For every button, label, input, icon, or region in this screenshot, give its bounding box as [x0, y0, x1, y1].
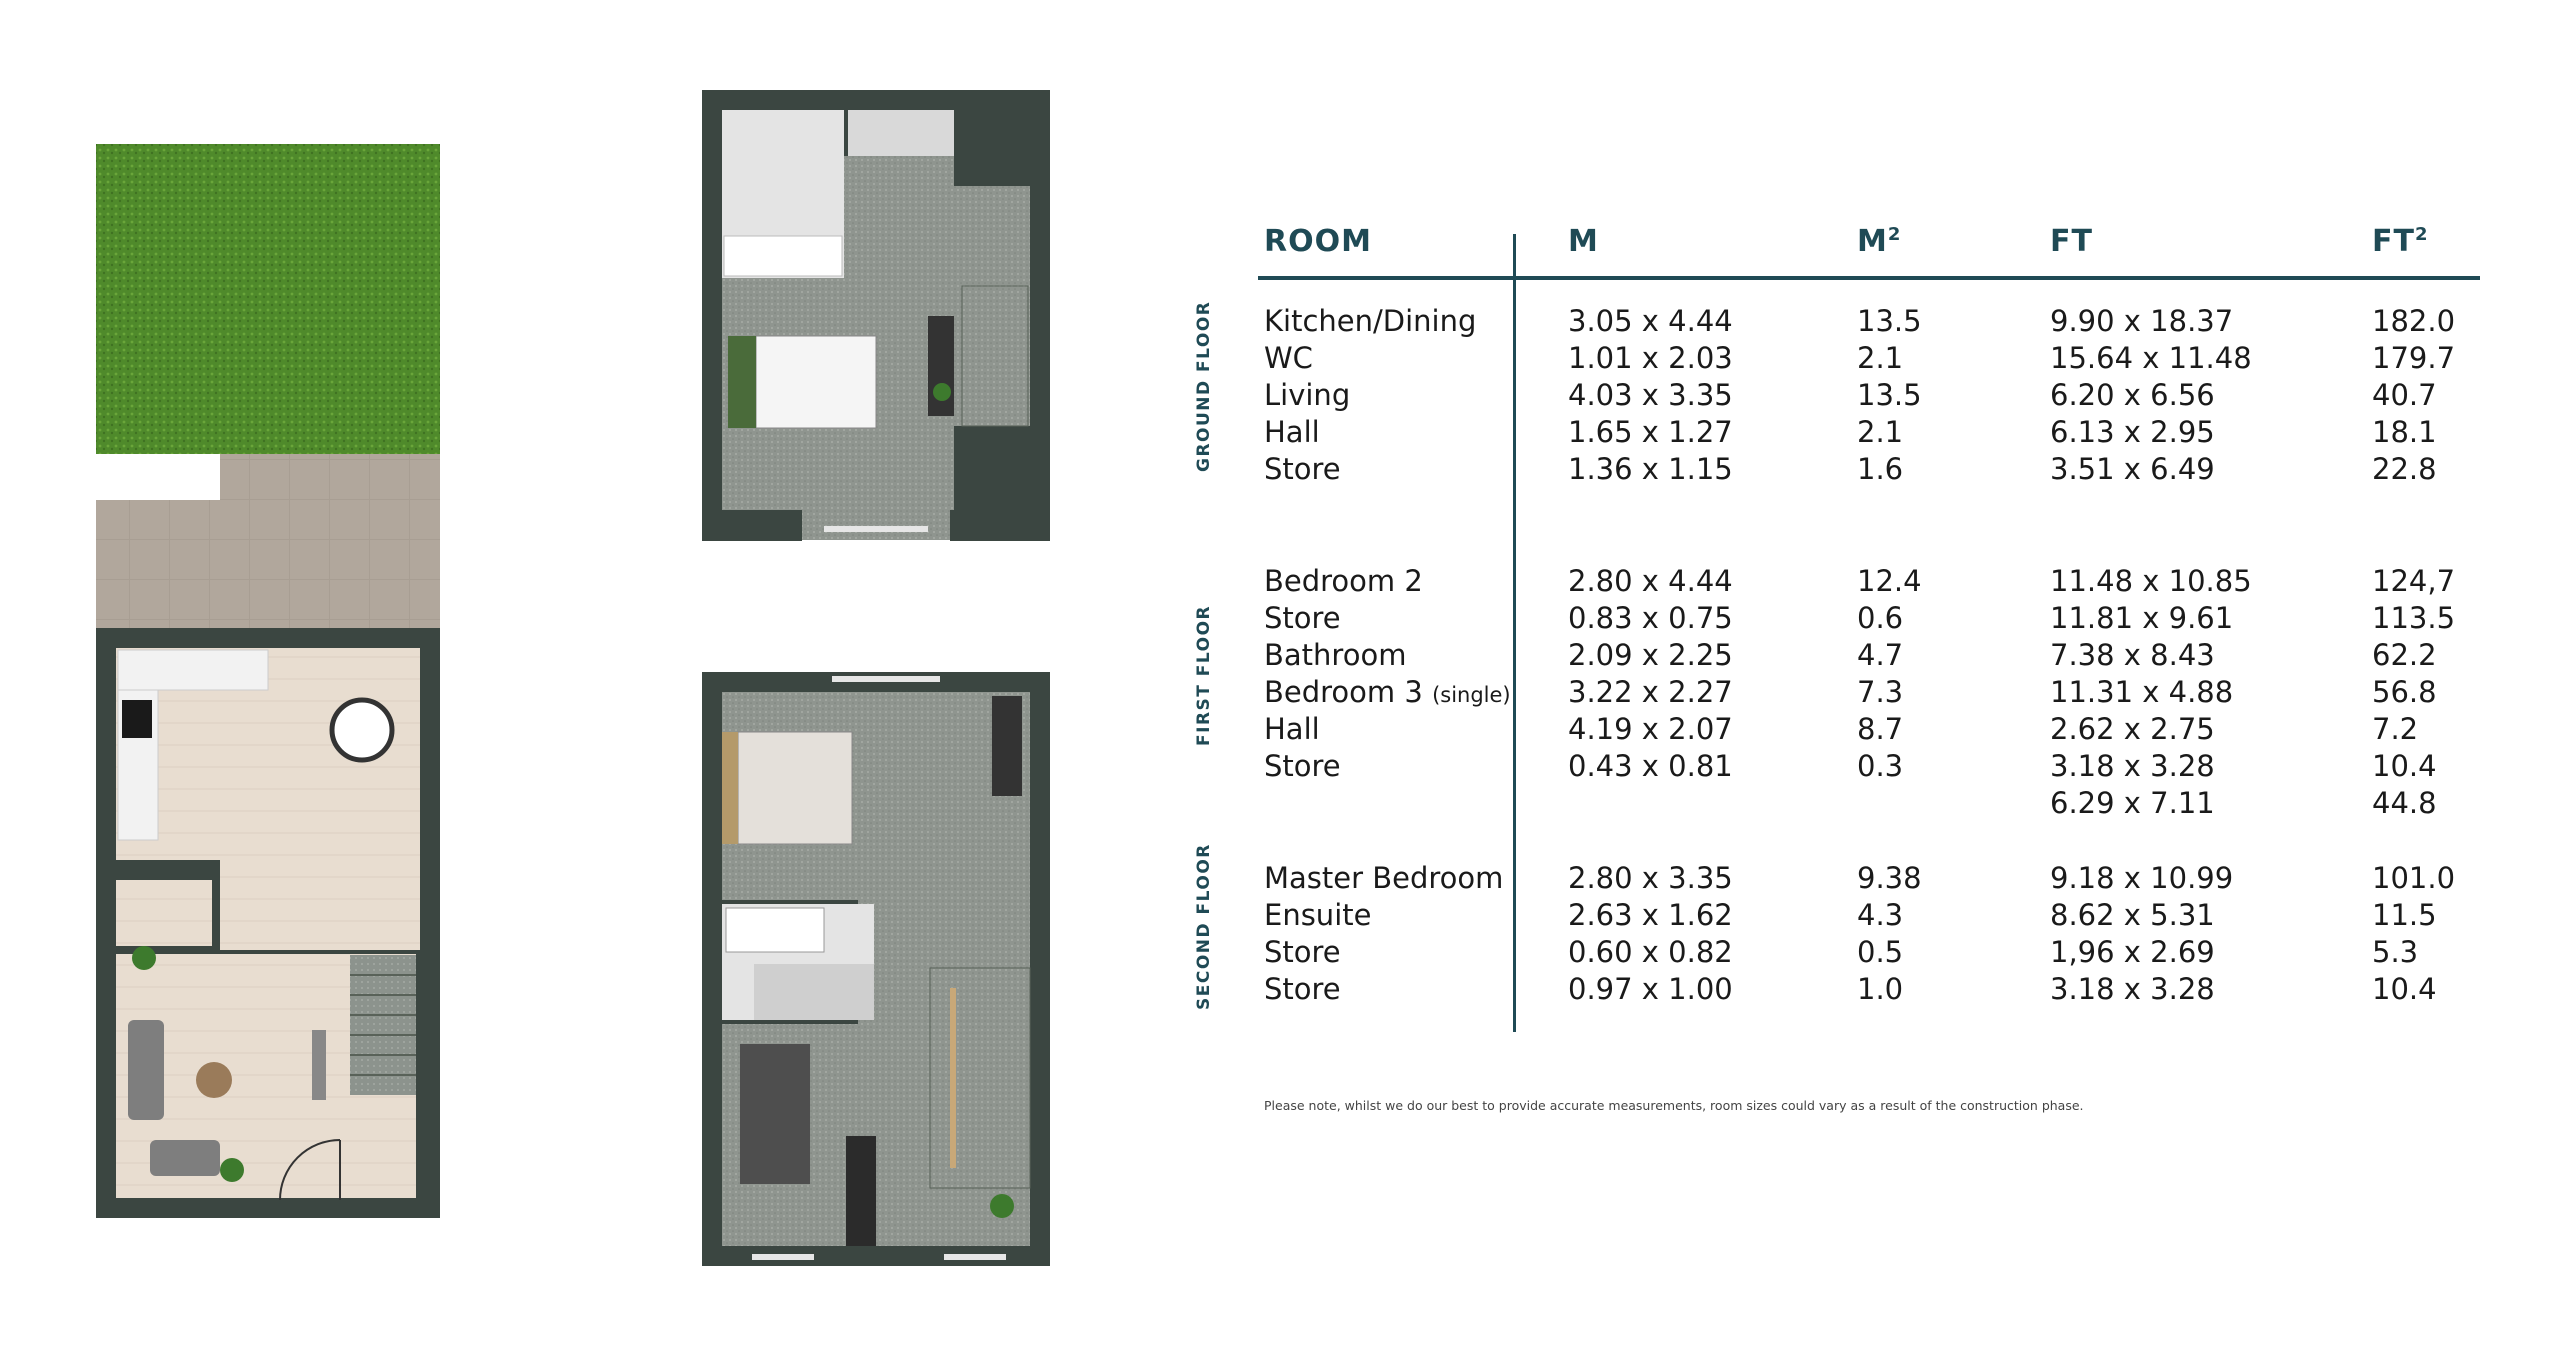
second-floor-plan: [698, 86, 1054, 546]
table-cell: 0.43 x 0.81: [1568, 749, 1733, 783]
table-cell: 3.22 x 2.27: [1568, 675, 1733, 709]
table-cell: 2.63 x 1.62: [1568, 898, 1733, 932]
single-bed: [740, 1044, 810, 1184]
header-ft2: $FT^2$: [2372, 224, 2429, 259]
table-cell: 7.2: [2372, 712, 2419, 746]
table-cell: 3.18 x 3.28: [2050, 749, 2215, 783]
double-bed: [756, 336, 876, 428]
table-cell: 1.65 x 1.27: [1568, 415, 1733, 449]
sofa: [128, 1020, 164, 1120]
plant: [990, 1194, 1014, 1218]
table-cell: 22.8: [2372, 452, 2437, 486]
tv-unit: [312, 1030, 326, 1100]
table-row: [1180, 600, 2500, 637]
table-cell: 11.48 x 10.85: [2050, 564, 2252, 598]
patio: [96, 454, 440, 628]
table-row: [1180, 748, 2500, 785]
banister: [950, 988, 956, 1168]
table-cell: 3.51 x 6.49: [2050, 452, 2215, 486]
table-cell: Store: [1264, 749, 1341, 783]
table-cell: 179.7: [2372, 341, 2456, 375]
table-cell: 13.5: [1857, 304, 1922, 338]
table-cell: 1.6: [1857, 452, 1904, 486]
table-cell: WC: [1264, 341, 1313, 375]
first-floor-plan: [698, 668, 1054, 1268]
table-cell: 2.80 x 4.44: [1568, 564, 1733, 598]
table-cell: 2.09 x 2.25: [1568, 638, 1733, 672]
table-cell: 4.03 x 3.35: [1568, 378, 1733, 412]
table-row: [1180, 563, 2500, 600]
table-cell: 11.81 x 9.61: [2050, 601, 2234, 635]
table-cell: 7.38 x 8.43: [2050, 638, 2215, 672]
table-row: [1180, 934, 2500, 971]
double-bed: [738, 732, 852, 844]
table-cell: Bedroom 2: [1264, 564, 1423, 598]
table-cell: 6.29 x 7.11: [2050, 786, 2215, 820]
shower: [724, 236, 842, 276]
table-row: [1180, 860, 2500, 897]
wardrobe: [992, 696, 1022, 796]
table-cell: 1.01 x 2.03: [1568, 341, 1733, 375]
table-cell: 0.3: [1857, 749, 1904, 783]
table-cell: 2.1: [1857, 415, 1904, 449]
table-row: [1180, 785, 2500, 822]
table-cell: Store: [1264, 601, 1341, 635]
table-row: [1180, 637, 2500, 674]
table-cell: 56.8: [2372, 675, 2437, 709]
table-cell: Hall: [1264, 712, 1320, 746]
table-cell: 18.1: [2372, 415, 2437, 449]
table-row: [1180, 414, 2500, 451]
table-cell: 8.62 x 5.31: [2050, 898, 2215, 932]
table-cell: 5.3: [2372, 935, 2419, 969]
dining-table: [332, 700, 392, 760]
wardrobe: [928, 316, 954, 416]
table-cell: 62.2: [2372, 638, 2437, 672]
floor-label-second: SECOND FLOOR: [1194, 843, 1214, 1010]
table-cell: 2.62 x 2.75: [2050, 712, 2215, 746]
floor-label-first: FIRST FLOOR: [1194, 604, 1214, 746]
window: [832, 676, 940, 682]
table-cell: Master Bedroom: [1264, 861, 1504, 895]
wc-floor: [116, 880, 212, 946]
table-cell: 40.7: [2372, 378, 2437, 412]
table-cell: Living: [1264, 378, 1351, 412]
table-cell: 0.5: [1857, 935, 1904, 969]
garden-lawn: [96, 144, 440, 454]
table-cell: 2.80 x 3.35: [1568, 861, 1733, 895]
table-cell: Bathroom: [1264, 638, 1407, 672]
hall-floor: [220, 860, 420, 950]
ground-floor-plan: [90, 140, 450, 1220]
table-cell: Kitchen/Dining: [1264, 304, 1477, 338]
table-cell: 12.4: [1857, 564, 1922, 598]
kitchen-counter: [118, 650, 268, 690]
table-row: [1180, 340, 2500, 377]
table-row: [1180, 674, 2500, 711]
table-cell: 11.5: [2372, 898, 2437, 932]
table-cell: 1,96 x 2.69: [2050, 935, 2215, 969]
table-row: [1180, 711, 2500, 748]
table-cell: 6.13 x 2.95: [2050, 415, 2215, 449]
table-cell: 2.1: [1857, 341, 1904, 375]
table-cell: 3.05 x 4.44: [1568, 304, 1733, 338]
table-cell: 182.0: [2372, 304, 2456, 338]
table-cell: Store: [1264, 452, 1341, 486]
window: [752, 1254, 814, 1260]
header-ft: FT: [2050, 224, 2093, 259]
table-row: [1180, 303, 2500, 340]
armchairs: [150, 1140, 220, 1176]
table-cell: 4.7: [1857, 638, 1904, 672]
table-cell: 9.18 x 10.99: [2050, 861, 2234, 895]
table-cell: 1.36 x 1.15: [1568, 452, 1733, 486]
table-cell: Store: [1264, 935, 1341, 969]
table-row: [1180, 451, 2500, 488]
coffee-table: [196, 1062, 232, 1098]
header-room: ROOM: [1264, 224, 1372, 259]
table-cell: 6.20 x 6.56: [2050, 378, 2215, 412]
header-m: M: [1568, 224, 1599, 259]
table-row: [1180, 971, 2500, 1008]
table-cell: 3.18 x 3.28: [2050, 972, 2215, 1006]
header-m2: $M^2$: [1857, 224, 1902, 259]
table-cell: Bedroom 3 (single): [1264, 675, 1511, 709]
plant: [220, 1158, 244, 1182]
window: [944, 1254, 1006, 1260]
table-cell: 44.8: [2372, 786, 2437, 820]
table-cell: 0.60 x 0.82: [1568, 935, 1733, 969]
table-cell: 8.7: [1857, 712, 1904, 746]
table-row: [1180, 377, 2500, 414]
hob: [122, 700, 152, 738]
table-cell: Store: [1264, 972, 1341, 1006]
table-cell: 0.6: [1857, 601, 1904, 635]
plant: [132, 946, 156, 970]
table-cell: 15.64 x 11.48: [2050, 341, 2252, 375]
vanity: [754, 964, 874, 1020]
room-schedule-table: [1180, 210, 2500, 1113]
table-cell: 113.5: [2372, 601, 2456, 635]
table-cell: 10.4: [2372, 972, 2437, 1006]
disclaimer-note: Please note, whilst we do our best to provide accurate measurements, room sizes could vary as a result of the construction phase.: [1264, 1098, 2084, 1113]
table-cell: 10.4: [2372, 749, 2437, 783]
vanity: [848, 110, 954, 156]
floor-label-ground: GROUND FLOOR: [1194, 300, 1214, 472]
table-cell: 7.3: [1857, 675, 1904, 709]
window: [824, 526, 928, 532]
table-cell: 101.0: [2372, 861, 2456, 895]
table-cell: 4.3: [1857, 898, 1904, 932]
store-unit: [846, 1136, 876, 1246]
table-row: [1180, 897, 2500, 934]
stairs: [962, 286, 1028, 426]
stairs: [930, 968, 1030, 1188]
table-cell: 9.38: [1857, 861, 1922, 895]
table-cell: 4.19 x 2.07: [1568, 712, 1733, 746]
plant: [933, 383, 951, 401]
bath: [726, 908, 824, 952]
table-cell: 13.5: [1857, 378, 1922, 412]
table-cell: 9.90 x 18.37: [2050, 304, 2234, 338]
table-cell: 0.83 x 0.75: [1568, 601, 1733, 635]
table-cell: 11.31 x 4.88: [2050, 675, 2234, 709]
header-divider: [1258, 276, 2480, 280]
table-cell: 1.0: [1857, 972, 1904, 1006]
table-cell: Hall: [1264, 415, 1320, 449]
table-cell: 124,7: [2372, 564, 2456, 598]
table-cell: 0.97 x 1.00: [1568, 972, 1733, 1006]
table-cell: Ensuite: [1264, 898, 1372, 932]
